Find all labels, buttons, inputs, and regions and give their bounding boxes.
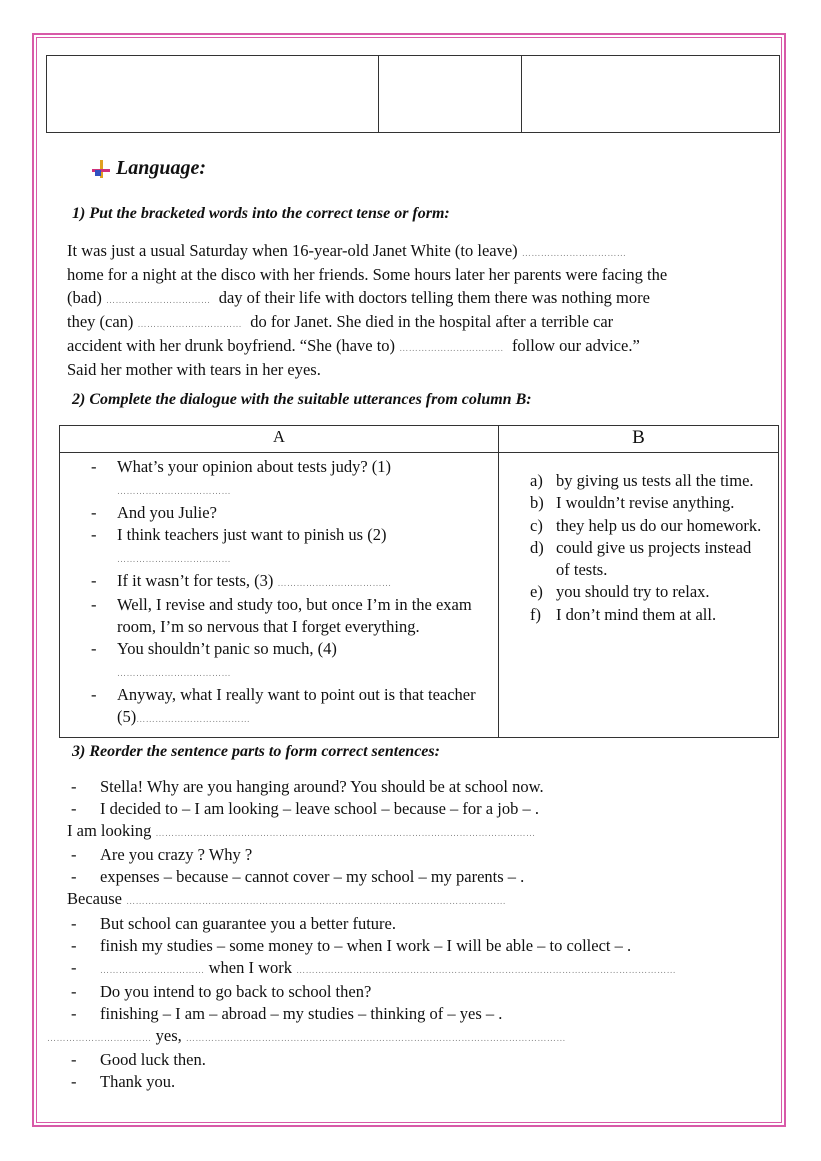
blank: ………………………………: [117, 554, 231, 564]
blank: ……………………………: [47, 1033, 152, 1044]
blank: ……………………………: [137, 318, 243, 329]
blank: ……………………………: [105, 294, 211, 305]
section-title: Language:: [116, 157, 206, 179]
q1-text: Said her mother with tears in her eyes.: [67, 360, 321, 380]
blank: …………………………………………………………………………………………………………: [126, 896, 507, 907]
q1-text: accident with her drunk boyfriend. “She (have to): [67, 336, 396, 356]
q1-text: day of their life with doctors telling them there was nothing more: [218, 287, 650, 307]
header-cell-2: [379, 56, 522, 132]
header-table: [46, 55, 780, 133]
reorder-line: - Stella! Why are you hanging around? You should be at school now.: [71, 777, 544, 796]
option-a: a) by giving us tests all the time.: [530, 471, 754, 490]
dialogue-line: - And you Julie?: [91, 502, 489, 524]
blank: ………………………………: [117, 668, 231, 678]
header-cell-3: [522, 56, 779, 132]
answer-line: Because …………………………………………………………………………………………………………: [67, 889, 507, 909]
bullet-icon: [92, 160, 110, 178]
blank: ……………………………: [100, 964, 205, 975]
q1-text: home for a night at the disco with her friends. Some hours later her parents were facing the: [67, 265, 668, 285]
reorder-line: - But school can guarantee you a better future.: [71, 913, 396, 933]
option-b: b) I wouldn’t revise anything.: [530, 493, 735, 513]
option-d: d) could give us projects instead of tests.: [530, 537, 752, 580]
blank: ………………………………: [277, 578, 392, 588]
dialogue-line: - Well, I revise and study too, but once I’m in the exam room, I’m so nervous that I forget everything.: [91, 594, 489, 638]
option-c: c) they help us do our homework.: [530, 515, 762, 535]
reorder-line: - Do you intend to go back to school then?: [71, 981, 372, 1001]
column-b: [499, 453, 779, 738]
dialogue-line: - Anyway, what I really want to point out is that teacher (5)………………………………: [91, 684, 489, 730]
dialogue-line: - I think teachers just want to pinish us (2) ………………………………: [91, 524, 489, 570]
q1-text: (bad): [67, 287, 102, 307]
dialogue-line: - You shouldn’t panic so much, (4) ………………………………: [91, 638, 489, 684]
reorder-line: - Good luck then.: [71, 1050, 206, 1070]
reorder-line: - finish my studies – some money to – when I work – I will be able – to collect – .: [71, 935, 632, 955]
reorder-line: - I decided to – I am looking – leave school – because – for a job – .: [71, 799, 539, 819]
option-e: e) you should try to relax.: [530, 582, 710, 602]
blank: …………………………………………………………………………………………………………: [155, 828, 536, 839]
answer-line: I am looking …………………………………………………………………………………………………………: [67, 821, 536, 841]
dialogue-line: - What’s your opinion about tests judy? (1) ………………………………: [91, 456, 489, 502]
answer-line: …………………………… yes, …………………………………………………………………………………………………………: [47, 1026, 566, 1046]
blank: ……………………………: [399, 343, 504, 354]
reorder-line: - expenses – because – cannot cover – my school – my parents – .: [71, 867, 525, 887]
blank: …………………………………………………………………………………………………………: [185, 1033, 566, 1044]
reorder-line: - Are you crazy ? Why ?: [71, 845, 253, 865]
q1-heading: 1) Put the bracketed words into the correct tense or form:: [72, 205, 450, 222]
column-a-header: A: [60, 426, 499, 453]
column-b-header: B: [499, 426, 779, 453]
q3-lines: [47, 776, 777, 1093]
q1-text: they (can): [67, 311, 134, 331]
q1-text: It was just a usual Saturday when 16-year-old Janet White (to leave): [67, 241, 518, 260]
q1-text: do for Janet. She died in the hospital after a terrible car: [250, 311, 614, 331]
q1-text: follow our advice.”: [511, 336, 640, 356]
blank: ………………………………: [117, 486, 231, 496]
dialogue-line: - If it wasn’t for tests, (3) ………………………………: [91, 570, 489, 594]
blank: ……………………………: [521, 248, 627, 258]
blank: ………………………………: [136, 714, 251, 724]
q2-heading: 2) Complete the dialogue with the suitable utterances from column B:: [72, 391, 532, 408]
q3-heading: 3) Reorder the sentence parts to form correct sentences:: [72, 743, 440, 760]
answer-line: - …………………………… when I work …………………………………………………………………………………………………………: [71, 957, 677, 977]
q1-paragraph: [67, 240, 777, 382]
option-f: f) I don’t mind them at all.: [530, 604, 717, 624]
section-language: [92, 157, 206, 180]
reorder-line: - finishing – I am – abroad – my studies – thinking of – yes – .: [71, 1003, 503, 1023]
header-cell-1: [47, 56, 379, 132]
blank: …………………………………………………………………………………………………………: [296, 964, 677, 975]
dialogue-table: [59, 425, 779, 738]
column-a: [60, 453, 499, 738]
reorder-line: - Thank you.: [71, 1072, 176, 1092]
